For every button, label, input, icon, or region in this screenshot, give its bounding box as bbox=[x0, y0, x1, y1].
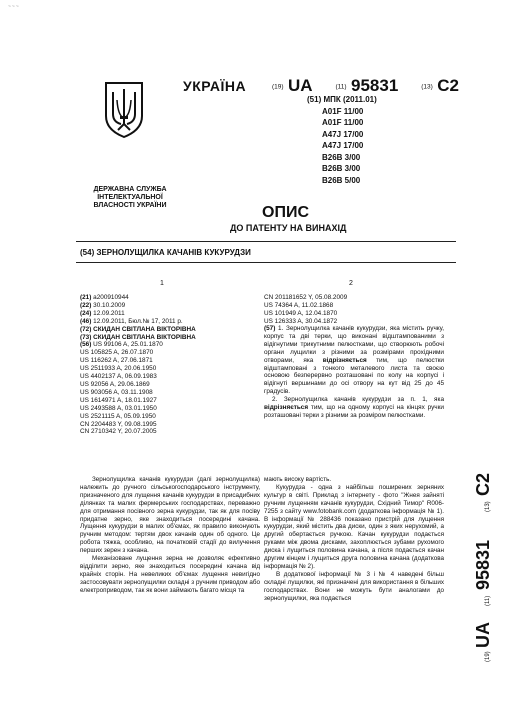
code-19: (19) bbox=[272, 83, 284, 91]
invention-title: (54) ЗЕРНОЛУЩИЛКА КАЧАНІВ КУКУРУДЗИ bbox=[80, 248, 251, 257]
ipc-class: B26B 3/00 bbox=[322, 152, 361, 162]
divider bbox=[76, 262, 456, 263]
paragraph: В додаткової інформації № 3 і № 4 наведені більш складні лущилки, які призначені для використання в більших господарствах. Вони не можуть бути аналогами до зернолущилки, яка подається bbox=[264, 570, 444, 602]
claim-2: 2. Зернолущилка качанів кукурудзи за п. 1, яка відрізняється тим, що на одному корпусі на кінцях ручки розташовані терки з різними за розміром пелюстками. bbox=[264, 396, 444, 419]
ipc-class: A47J 17/00 bbox=[322, 141, 364, 150]
biblio-line: (56) US 99106 A, 25.01.1870 bbox=[80, 341, 163, 349]
biblio-line: (21) a200910944 bbox=[80, 294, 129, 301]
reference-line: CN 2710342 Y, 20.07.2005 bbox=[80, 428, 157, 436]
biblio-line: (22) 30.10.2009 bbox=[80, 301, 126, 309]
reference-line: US 2521115 A, 05.09.1950 bbox=[80, 412, 156, 420]
ipc-class: A47J 17/00 bbox=[322, 129, 364, 139]
claim-1: (57) 1. Зернолущилка качанів кукурудзи, яка містить ручку, корпус та дві терки, що виконані відштампованими з відігнутими трикутними пелюстками, що створюють робочі органи лущилки з різними за розмірами прохідними отворами, яка відрізняється тим, що пелюстки відштамповані з тонкого металевого листа та своєю основою безперервно розташовані по колу на корпусі і відігнуті вершинами до осі отвору на кут від 25 до 45 градусів. bbox=[264, 325, 444, 396]
biblio-line: (72) СКИДАН СВІТЛАНА ВІКТОРІВНА bbox=[80, 325, 196, 333]
paragraph: Механізоване лущення зерна не дозволяє ефективно відділити зерно, яке знаходиться посередині качана від крайніх сторін. На невеликих об'ємах лущення невигідно застосовувати зернолущилки складні з ручним приводом або електроприводом, так як вони займають багато місця та bbox=[80, 555, 260, 594]
reference-line: US 92056 A, 29.06.1869 bbox=[80, 380, 150, 388]
description-column-right bbox=[264, 476, 444, 603]
paragraph: Кукурудза - одна з найбільш поширених зерняних культур в світі. Приклад з інтернету - фото "Жнея зайняті ручним лущенням качанів кукурудзи, Східний Тимор" R006-7255 з сайту www.fotobank.com (додаткова інформація № 1). В інформації № 288436 показано пристрій для лущення кукурудзи, який містить два диски, один з яких нерухомий, а другий обертається ручкою. Качан кукурудзи подається руками між двома дисками, захоплюється зубами рухомого диска і лущиться половина качана, а після подається качан другим кінцем і лущиться друга половина качана (додаткова інформація № 2). bbox=[264, 483, 444, 570]
description-column-left bbox=[80, 476, 260, 595]
biblio-line: (24) 12.09.2011 bbox=[80, 309, 125, 317]
code-13: (13) bbox=[421, 83, 433, 91]
reference-line: US 74364 A, 11.02.1868 bbox=[264, 301, 334, 309]
ipc-class: B26B 3/00 bbox=[322, 164, 361, 173]
scan-artifact: ~~~ bbox=[8, 4, 20, 10]
references-continued bbox=[264, 294, 444, 326]
trident-emblem-icon bbox=[103, 80, 145, 140]
reference-line: US 105825 A, 26.07.1870 bbox=[80, 349, 154, 357]
agency-name: ДЕРЖАВНА СЛУЖБА ІНТЕЛЕКТУАЛЬНОЇ ВЛАСНОСТІ УКРАЇНИ bbox=[93, 186, 167, 209]
side-kind-code: C2 bbox=[473, 472, 493, 496]
reference-line: US 101949 A, 12.04.1870 bbox=[264, 309, 338, 317]
kind-code: C2 bbox=[437, 76, 459, 95]
bibliographic-data bbox=[80, 294, 260, 436]
side-code-11: (11) bbox=[485, 595, 491, 606]
reference-line: US 1614971 A, 18.01.1927 bbox=[80, 396, 157, 404]
ipc-class: A01F 11/00 bbox=[322, 118, 364, 127]
ipc-label: (51) МПК (2011.01) bbox=[307, 95, 377, 104]
paragraph: мають високу вартість. bbox=[264, 476, 332, 483]
reference-line: US 2511933 A, 20.06.1950 bbox=[80, 365, 157, 373]
column-number: 2 bbox=[349, 280, 353, 287]
side-patent-number: 95831 bbox=[473, 539, 493, 590]
divider bbox=[76, 241, 456, 242]
document-title: ОПИС bbox=[262, 204, 309, 221]
country-code: UA bbox=[288, 76, 313, 95]
document-subtitle: ДО ПАТЕНТУ НА ВИНАХІД bbox=[230, 223, 347, 233]
reference-line: US 903056 A, 03.11.1908 bbox=[80, 388, 153, 396]
patent-number: 95831 bbox=[351, 76, 399, 95]
ipc-class: A01F 11/00 bbox=[322, 106, 364, 116]
ipc-class: B26B 5/00 bbox=[322, 175, 361, 185]
reference-line: CN 2204483 Y, 09.08.1995 bbox=[80, 420, 157, 428]
paragraph: Зернолущилка качанів кукурудзи (далі зернолущилка) належить до ручного сільськогосподарського інструменту, призначеного для лущення качанів кукурудзи в присадибних ділянках та малих фермерських господарствах, переважно для отримання посівного зерна кукурудзи, так як для посіву придатне зерно, яке знаходиться посередині качана. Лущення кукурудзи в малих об'ємах, як правило виконують ручним методом: тертям двох качанів один об одного. Це робота тяжка, особливо, на початковій стадії до вилучення перших зерен з качана. bbox=[80, 476, 260, 555]
publication-number bbox=[272, 76, 459, 96]
side-code-19: (19) bbox=[485, 651, 491, 662]
reference-line: US 126333 A, 30.04.1872 bbox=[264, 317, 338, 325]
reference-line: US 4402137 A, 06.09.1983 bbox=[80, 373, 157, 381]
biblio-line: (46) 12.09.2011, Бюл.№ 17, 2011 р. bbox=[80, 317, 183, 325]
reference-line: US 116262 A, 27.06.1871 bbox=[80, 357, 153, 365]
reference-line: US 2493588 A, 03.01.1950 bbox=[80, 404, 157, 412]
ipc-block bbox=[307, 94, 377, 186]
claims bbox=[264, 325, 444, 420]
column-number: 1 bbox=[160, 280, 164, 287]
biblio-line: (73) СКИДАН СВІТЛАНА ВІКТОРІВНА bbox=[80, 333, 196, 341]
reference-line: CN 201181652 Y, 05.08.2009 bbox=[264, 294, 348, 301]
code-11: (11) bbox=[335, 83, 347, 91]
side-country-code: UA bbox=[473, 622, 493, 648]
side-publication-mark bbox=[468, 422, 498, 662]
country-name: УКРАЇНА bbox=[183, 78, 247, 94]
side-code-13: (13) bbox=[485, 501, 491, 512]
